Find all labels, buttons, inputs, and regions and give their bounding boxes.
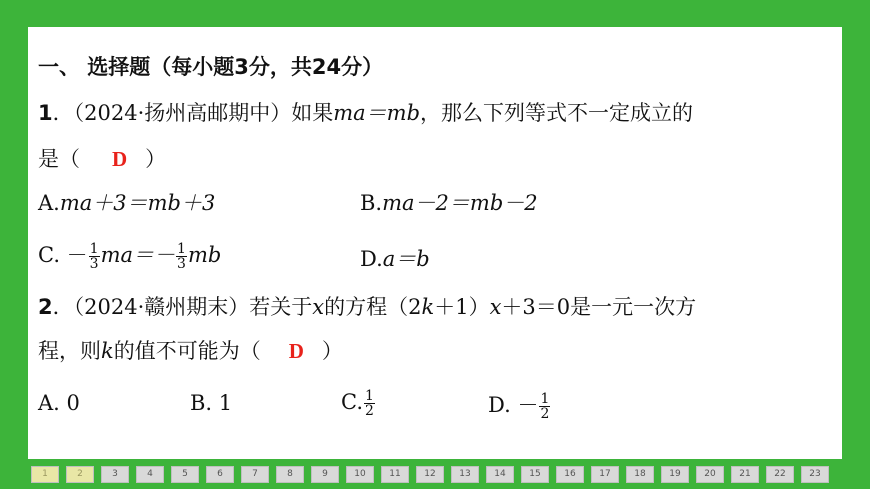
q1-source: ．（2024·扬州高邮期中）如果: [52, 101, 334, 125]
nav-page-button[interactable]: 12: [416, 466, 444, 483]
q1-option-a: [38, 187, 215, 217]
q1-option-b-label: B.: [360, 191, 383, 215]
q2-var-k2: k: [101, 339, 114, 363]
q1-option-d-text: a＝b: [382, 247, 430, 271]
q1-option-c-mid: ma＝－: [100, 243, 176, 267]
page-navigation: [31, 466, 836, 484]
content-panel: [28, 27, 842, 459]
q1-condition: ma＝mb: [333, 101, 421, 125]
nav-page-button[interactable]: 16: [556, 466, 584, 483]
q2-var-x2: x: [489, 295, 502, 319]
q1-option-c-label: C. －: [38, 243, 88, 267]
nav-page-button[interactable]: 21: [731, 466, 759, 483]
nav-page-button[interactable]: 22: [766, 466, 794, 483]
q2-option-a: A. 0: [38, 391, 80, 415]
nav-page-button[interactable]: 7: [241, 466, 269, 483]
fraction-numerator: 1: [540, 391, 550, 407]
nav-page-button[interactable]: 19: [661, 466, 689, 483]
nav-page-button[interactable]: 10: [346, 466, 374, 483]
q1-line2-suffix: ）: [145, 147, 167, 171]
fraction: [539, 392, 550, 421]
q2-option-b: B. 1: [190, 391, 233, 415]
q1-option-a-label: A.: [38, 191, 60, 215]
nav-page-button[interactable]: 15: [521, 466, 549, 483]
q1-option-a-text: ma＋3＝mb＋3: [59, 191, 216, 215]
nav-page-button[interactable]: 17: [591, 466, 619, 483]
q2-source: ．（2024·赣州期末）若关于: [52, 295, 313, 319]
fraction: [176, 242, 187, 271]
section-title: 一、 选择题（每小题3分，共24分）: [38, 55, 384, 79]
q1-line2-prefix: 是（: [38, 147, 80, 171]
fraction-denominator: 2: [365, 403, 374, 419]
q2-line2: [38, 335, 343, 365]
q2-option-d-label: D. －: [488, 393, 539, 417]
nav-page-button[interactable]: 2: [66, 466, 94, 483]
q1-text-tail: ，那么下列等式不一定成立的: [420, 101, 694, 125]
q1-line2: [38, 143, 166, 173]
q2-line2-suffix: ）: [321, 339, 343, 363]
fraction-numerator: 1: [365, 388, 374, 404]
q1-option-c-end: mb: [187, 243, 222, 267]
nav-page-button[interactable]: 13: [451, 466, 479, 483]
q2-option-d: [488, 389, 551, 421]
nav-page-button[interactable]: 18: [626, 466, 654, 483]
nav-page-button[interactable]: 14: [486, 466, 514, 483]
nav-page-button[interactable]: 6: [206, 466, 234, 483]
fraction-numerator: 1: [177, 241, 186, 257]
q2-text-mid2: ＋1）: [434, 295, 490, 319]
nav-page-button[interactable]: 20: [696, 466, 724, 483]
nav-page-button[interactable]: 3: [101, 466, 129, 483]
nav-page-button[interactable]: 4: [136, 466, 164, 483]
nav-page-button[interactable]: 11: [381, 466, 409, 483]
q2-text-mid: 的方程（2: [324, 295, 422, 319]
fraction-numerator: 1: [89, 241, 99, 257]
q2-line2-mid: 的值不可能为（: [113, 339, 261, 363]
q2-line1: [38, 291, 696, 321]
fraction-denominator: 3: [177, 256, 186, 272]
q1-line1: [38, 97, 693, 127]
nav-page-button[interactable]: 5: [171, 466, 199, 483]
q1-number: 1: [38, 101, 53, 125]
q2-var-x: x: [312, 295, 325, 319]
nav-page-button[interactable]: 9: [311, 466, 339, 483]
q2-text-tail: ＋3＝0是一元一次方: [501, 295, 697, 319]
fraction: [89, 242, 100, 271]
q1-option-b-text: ma－2＝mb－2: [382, 191, 538, 215]
q2-option-c-label: C.: [341, 390, 363, 414]
nav-page-button[interactable]: 23: [801, 466, 829, 483]
q1-option-d-label: D.: [360, 247, 383, 271]
fraction-denominator: 3: [89, 256, 99, 272]
q2-var-k: k: [421, 295, 435, 319]
q2-line2-prefix: 程，则: [38, 339, 101, 363]
q2-answer: D: [288, 339, 304, 363]
nav-page-button[interactable]: 1: [31, 466, 59, 483]
q1-option-b: [360, 187, 538, 217]
fraction-denominator: 2: [540, 406, 550, 422]
q2-number: 2: [38, 295, 53, 319]
q1-answer: D: [112, 147, 128, 171]
q1-option-c: [38, 239, 221, 271]
fraction: [364, 389, 375, 418]
nav-page-button[interactable]: 8: [276, 466, 304, 483]
q2-option-c: [341, 389, 376, 418]
q1-option-d: [360, 243, 430, 273]
